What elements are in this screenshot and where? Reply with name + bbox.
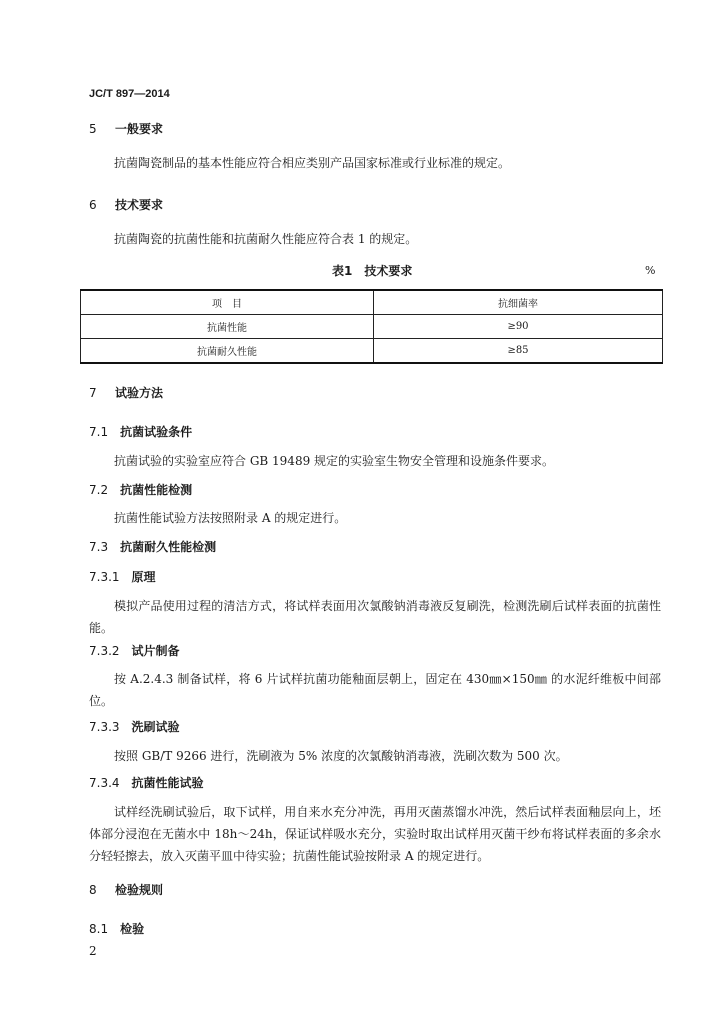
section-number: 7.2 <box>89 483 109 497</box>
section-7-2-text: 抗菌性能试验方法按照附录 A 的规定进行。 <box>114 511 347 525</box>
section-7-3-3-text: 按照 GB/T 9266 进行，洗刷液为 5% 浓度的次氯酸钠消毒液，洗刷次数为 500 次。 <box>114 749 568 763</box>
table-unit: % <box>645 264 656 277</box>
section-title: 抗菌试验条件 <box>120 425 193 439</box>
table-cell: ≥85 <box>374 339 663 364</box>
table-cell: 抗菌耐久性能 <box>81 339 374 364</box>
standard-code-header: JC/T 897—2014 <box>89 88 170 100</box>
section-title: 技术要求 <box>115 198 164 212</box>
section-title: 检验 <box>120 922 145 936</box>
section-number: 5 <box>89 122 97 136</box>
section-title: 检验规则 <box>115 883 164 897</box>
section-title: 原理 <box>131 570 156 584</box>
section-7-2-heading <box>89 481 192 498</box>
table-cell: 抗菌性能 <box>81 315 374 339</box>
section-title: 抗菌性能试验 <box>131 776 204 790</box>
section-7-1-text: 抗菌试验的实验室应符合 GB 19489 规定的实验室生物安全管理和设施条件要求。 <box>114 454 555 468</box>
section-number: 7.1 <box>89 425 109 439</box>
section-7-3-4-heading <box>89 774 204 791</box>
section-7-3-2-text: 按 A.2.4.3 制备试样，将 6 片试样抗菌功能釉面层朝上，固定在 430㎜×150㎜ 的水泥纤维板中间部位。 <box>89 672 661 708</box>
table-row <box>81 315 663 339</box>
table-caption: 表1 技术要求 <box>332 264 413 278</box>
section-title: 抗菌性能检测 <box>120 483 193 497</box>
section-7-heading <box>89 384 163 401</box>
section-number: 7.3 <box>89 540 109 554</box>
section-number: 6 <box>89 198 97 212</box>
section-8-heading <box>89 881 163 898</box>
section-title: 试验方法 <box>115 386 164 400</box>
section-number: 7.3.3 <box>89 720 120 734</box>
technical-requirements-table <box>80 289 663 364</box>
section-5-heading <box>89 120 163 137</box>
section-7-3-4-text: 试样经洗刷试验后，取下试样，用自来水充分冲洗，再用灭菌蒸馏水冲洗，然后试样表面釉层向上，坯体部分浸泡在无菌水中 18h～24h，保证试样吸水充分，实验时取出试样用灭菌干纱布将试样表面的多余水分轻轻擦去，放入灭菌平皿中待实验；抗菌性能试验按附录 A 的规定进行。 <box>89 805 661 863</box>
section-number: 7.3.2 <box>89 644 120 658</box>
table-cell: ≥90 <box>374 315 663 339</box>
table-row <box>81 339 663 364</box>
section-number: 7 <box>89 386 97 400</box>
section-number: 7.3.4 <box>89 776 120 790</box>
section-8-1-heading <box>89 920 144 937</box>
table-header-cell: 项 目 <box>81 290 374 315</box>
section-7-3-1-heading <box>89 568 156 585</box>
section-6-heading <box>89 196 163 213</box>
section-7-3-3-heading <box>89 718 180 735</box>
section-7-3-heading <box>89 538 216 555</box>
section-number: 8.1 <box>89 922 109 936</box>
table-header-row <box>81 290 663 315</box>
table-header-cell: 抗细菌率 <box>374 290 663 315</box>
section-5-text: 抗菌陶瓷制品的基本性能应符合相应类别产品国家标准或行业标准的规定。 <box>114 156 511 170</box>
section-title: 洗刷试验 <box>131 720 180 734</box>
section-title: 一般要求 <box>115 122 164 136</box>
section-7-1-heading <box>89 423 192 440</box>
section-6-text: 抗菌陶瓷的抗菌性能和抗菌耐久性能应符合表 1 的规定。 <box>114 232 418 246</box>
section-title: 抗菌耐久性能检测 <box>120 540 217 554</box>
section-title: 试片制备 <box>131 644 180 658</box>
section-number: 7.3.1 <box>89 570 120 584</box>
page-number: 2 <box>89 944 97 958</box>
section-7-3-2-heading <box>89 642 180 659</box>
section-number: 8 <box>89 883 97 897</box>
section-7-3-1-text: 模拟产品使用过程的清洁方式，将试样表面用次氯酸钠消毒液反复刷洗，检测洗刷后试样表面的抗菌性能。 <box>89 599 661 635</box>
